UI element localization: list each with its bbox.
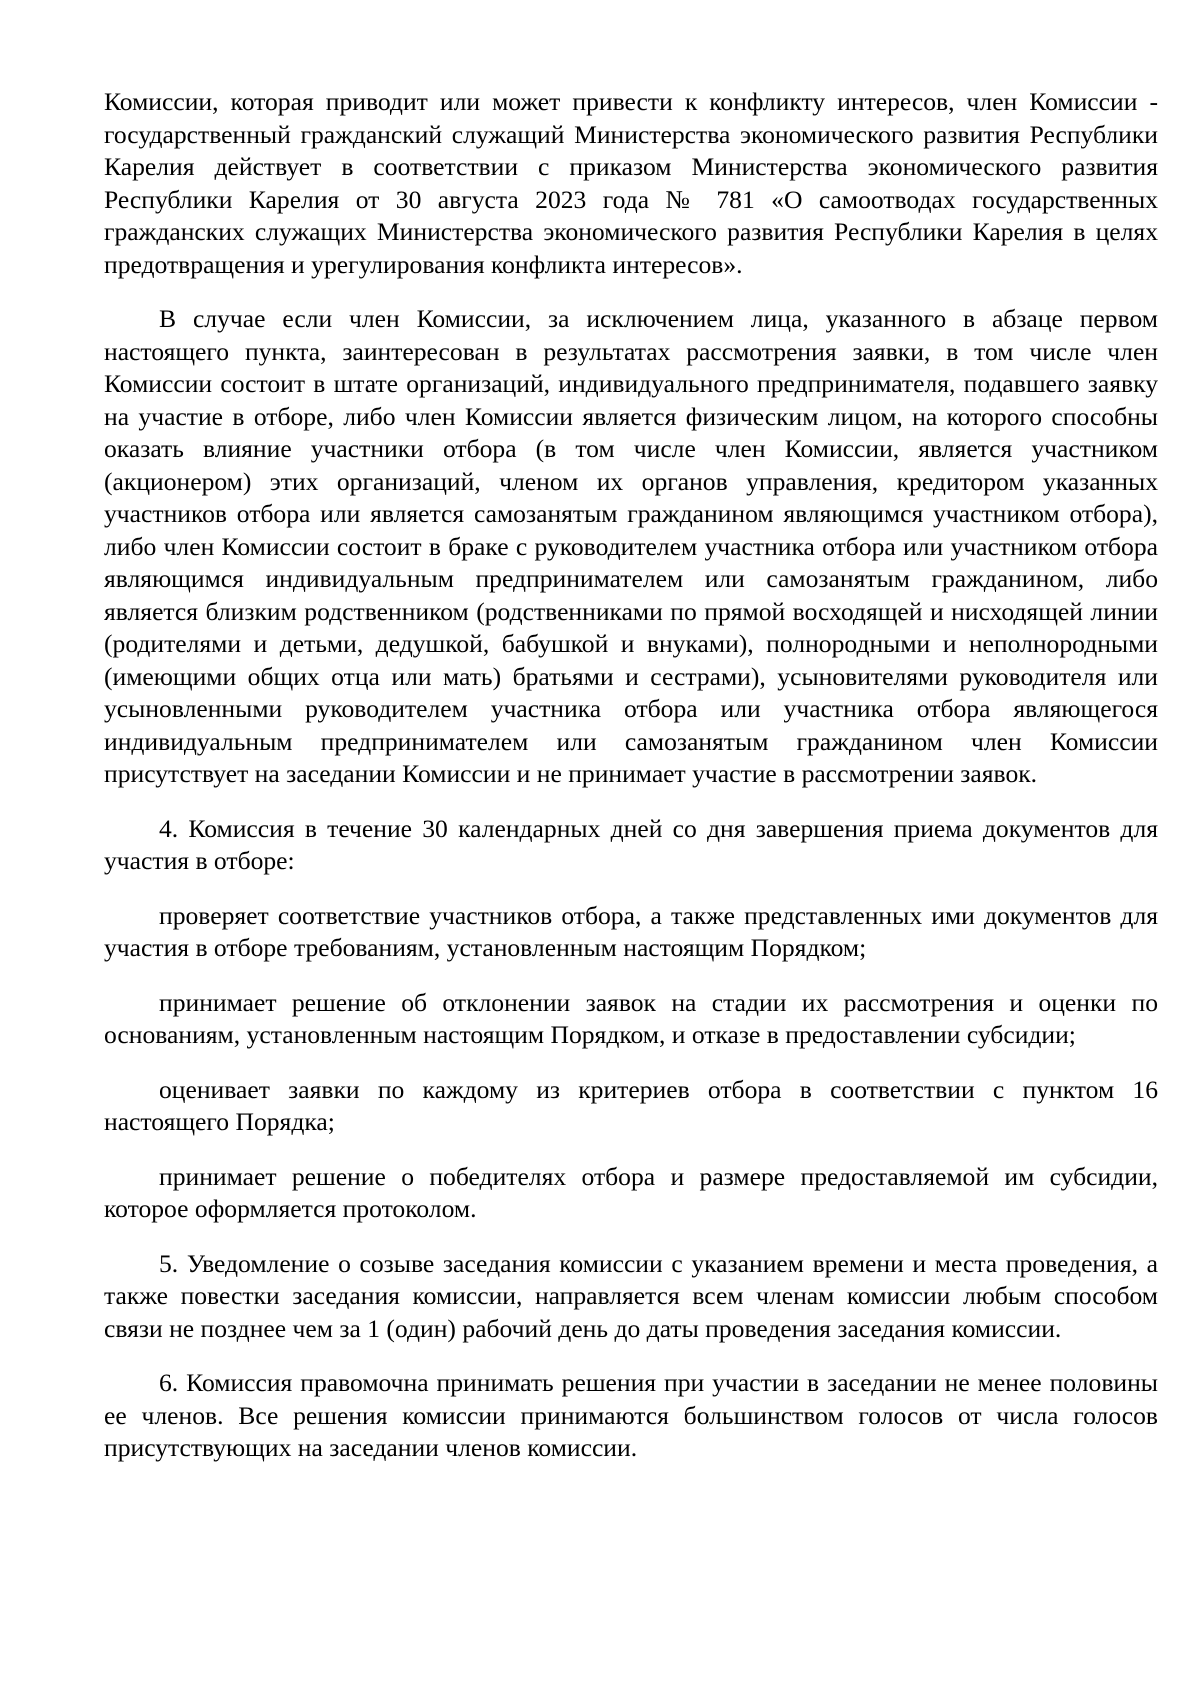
paragraph-item-4-evaluate: оценивает заявки по каждому из критериев отбора в соответствии с пунктом 16 настоящего Порядка; — [104, 1074, 1158, 1136]
paragraph-item-4-decide: принимает решение о победителях отбора и размере предоставляемой им субсидии, которое оформляется протоколом. — [104, 1161, 1158, 1223]
paragraph-member-interest-case: В случае если член Комиссии, за исключением лица, указанного в абзаце первом настоящего пункта, заинтересован в результатах рассмотрения заявки, в том числе член Комиссии состоит в штате организаций, индивидуального предпринимателя, подавшего заявку на участие в отборе, либо член Комиссии является физическим лицом, на которого способны оказать влияние участники отбора (в том числе член Комиссии, является участником (акционером) этих организаций, членом их органов управления, кредитором указанных участников отбора или является самозанятым гражданином являющимся участником отбора), либо член Комиссии состоит в браке с руководителем участника отбора или участником отбора являющимся индивидуальным предпринимателем или самозанятым гражданином, либо является близким родственником (родственниками по прямой восходящей и нисходящей линии (родителями и детьми, дедушкой, бабушкой и внуками), полнородными и неполнородными (имеющими общих отца или мать) братьями и сестрами), усыновителями руководителя или усыновленными руководителем участника отбора или участника отбора являющегося индивидуальным предпринимателем или самозанятым гражданином член Комиссии присутствует на заседании Комиссии и не принимает участие в рассмотрении заявок. — [104, 304, 1158, 788]
paragraph-item-5: 5. Уведомление о созыве заседания комиссии с указанием времени и места проведения, а также повестки заседания комиссии, направляется всем членам комиссии любым способом связи не позднее чем за 1 (один) рабочий день до даты проведения заседания комиссии. — [104, 1248, 1158, 1343]
paragraph-item-6: 6. Комиссия правомочна принимать решения при участии в заседании не менее половины ее членов. Все решения комиссии принимаются большинством голосов от числа голосов присутствующих на заседании членов комиссии. — [104, 1368, 1158, 1462]
paragraph-conflict-of-interest-continuation: Комиссии, которая приводит или может привести к конфликту интересов, член Комиссии - государственный гражданский служащий Министерства экономического развития Республики Карелия действует в соответствии с приказом Министерства экономического развития Республики Карелия от 30 августа 2023 года № 781 «О самоотводах государственных гражданских служащих Министерства экономического развития Республики Карелия в целях предотвращения и урегулирования конфликта интересов». — [104, 87, 1158, 279]
paragraph-item-4: 4. Комиссия в течение 30 календарных дней со дня завершения приема документов для участия в отборе: — [104, 813, 1158, 875]
paragraph-item-4-check: проверяет соответствие участников отбора, а также представленных ими документов для участия в отборе требованиям, установленным настоящим Порядком; — [104, 900, 1158, 962]
document-body — [104, 86, 1158, 1487]
paragraph-item-4-reject: принимает решение об отклонении заявок на стадии их рассмотрения и оценки по основаниям, установленным настоящим Порядком, и отказе в предоставлении субсидии; — [104, 987, 1158, 1049]
